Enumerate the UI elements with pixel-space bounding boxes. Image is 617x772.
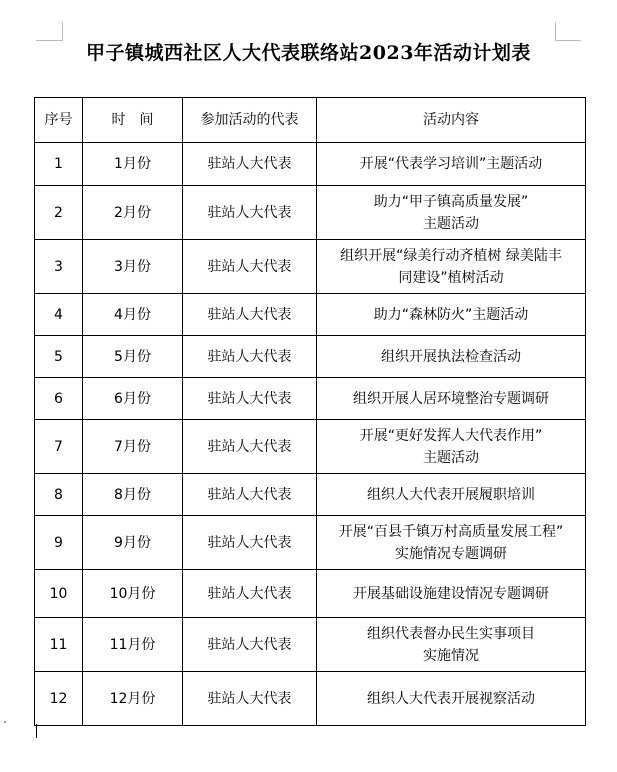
row-time: 9月份 xyxy=(83,516,183,570)
row-rep: 驻站人大代表 xyxy=(183,294,317,336)
row-rep: 驻站人大代表 xyxy=(183,474,317,516)
row-content xyxy=(317,570,586,618)
content-line: 开展基础设施建设情况专题调研 xyxy=(353,585,549,602)
row-rep: 驻站人大代表 xyxy=(183,378,317,420)
content-line: 开展“更好发挥人大代表作用” xyxy=(359,427,543,444)
row-rep: 驻站人大代表 xyxy=(183,516,317,570)
row-time: 12月份 xyxy=(83,672,183,726)
row-content xyxy=(317,294,586,336)
content-line: 组织开展执法检查活动 xyxy=(381,348,521,365)
row-content xyxy=(317,672,586,726)
table-row xyxy=(35,378,586,420)
table-row xyxy=(35,618,586,672)
row-time: 2月份 xyxy=(83,186,183,240)
row-no: 8 xyxy=(35,474,83,516)
content-line: 实施情况专题调研 xyxy=(395,545,507,562)
content-line: 开展“代表学习培训”主题活动 xyxy=(359,156,543,172)
content-line: 主题活动 xyxy=(423,215,479,232)
content-line: 组织开展人居环境整治专题调研 xyxy=(353,390,549,407)
table-row xyxy=(35,336,586,378)
row-no: 1 xyxy=(35,143,83,186)
table-row xyxy=(35,294,586,336)
table-row xyxy=(35,570,586,618)
row-time: 11月份 xyxy=(83,618,183,672)
row-time: 10月份 xyxy=(83,570,183,618)
header-content: 活动内容 xyxy=(317,98,586,143)
row-content xyxy=(317,420,586,474)
text-cursor xyxy=(36,724,37,738)
row-rep: 驻站人大代表 xyxy=(183,618,317,672)
content-line: 组织代表督办民生实事项目 xyxy=(367,625,535,642)
activity-plan-table xyxy=(34,97,586,726)
row-no: 4 xyxy=(35,294,83,336)
row-rep: 驻站人大代表 xyxy=(183,186,317,240)
row-time: 7月份 xyxy=(83,420,183,474)
table-row xyxy=(35,474,586,516)
margin-mark xyxy=(4,721,6,723)
row-time: 6月份 xyxy=(83,378,183,420)
row-rep: 驻站人大代表 xyxy=(183,143,317,186)
row-time: 1月份 xyxy=(83,143,183,186)
table-row xyxy=(35,186,586,240)
row-content xyxy=(317,516,586,570)
table-header-row xyxy=(35,98,586,143)
content-line: 开展“百县千镇万村高质量发展工程” xyxy=(338,523,564,540)
row-no: 6 xyxy=(35,378,83,420)
row-content xyxy=(317,618,586,672)
table-row xyxy=(35,143,586,186)
content-line: 实施情况 xyxy=(423,647,479,664)
content-line: 助力“森林防火”主题活动 xyxy=(373,306,529,323)
header-time: 时 间 xyxy=(83,98,183,143)
row-time: 5月份 xyxy=(83,336,183,378)
table-row xyxy=(35,240,586,294)
page-title: 甲子镇城西社区人大代表联络站2023年活动计划表 xyxy=(86,42,531,64)
content-line: 组织人大代表开展视察活动 xyxy=(367,690,535,707)
row-content xyxy=(317,240,586,294)
row-no: 2 xyxy=(35,186,83,240)
content-line: 助力“甲子镇高质量发展” xyxy=(373,193,529,210)
table-row xyxy=(35,516,586,570)
header-rep: 参加活动的代表 xyxy=(183,98,317,143)
row-rep: 驻站人大代表 xyxy=(183,336,317,378)
content-line: 主题活动 xyxy=(423,449,479,466)
row-time: 3月份 xyxy=(83,240,183,294)
row-rep: 驻站人大代表 xyxy=(183,570,317,618)
row-time: 4月份 xyxy=(83,294,183,336)
row-rep: 驻站人大代表 xyxy=(183,240,317,294)
row-content xyxy=(317,143,586,186)
table-row xyxy=(35,672,586,726)
header-no: 序号 xyxy=(35,98,83,143)
row-no: 3 xyxy=(35,240,83,294)
row-time: 8月份 xyxy=(83,474,183,516)
row-rep: 驻站人大代表 xyxy=(183,420,317,474)
row-content xyxy=(317,336,586,378)
row-content xyxy=(317,186,586,240)
row-content xyxy=(317,474,586,516)
row-no: 7 xyxy=(35,420,83,474)
table-row xyxy=(35,420,586,474)
row-no: 12 xyxy=(35,672,83,726)
row-no: 5 xyxy=(35,336,83,378)
content-line: 组织开展“绿美行动齐植树 绿美陆丰 xyxy=(340,247,562,264)
row-no: 10 xyxy=(35,570,83,618)
content-line: 同建设”植树活动 xyxy=(398,269,504,286)
content-line: 组织人大代表开展履职培训 xyxy=(367,486,535,503)
row-no: 11 xyxy=(35,618,83,672)
row-rep: 驻站人大代表 xyxy=(183,672,317,726)
row-content xyxy=(317,378,586,420)
row-no: 9 xyxy=(35,516,83,570)
